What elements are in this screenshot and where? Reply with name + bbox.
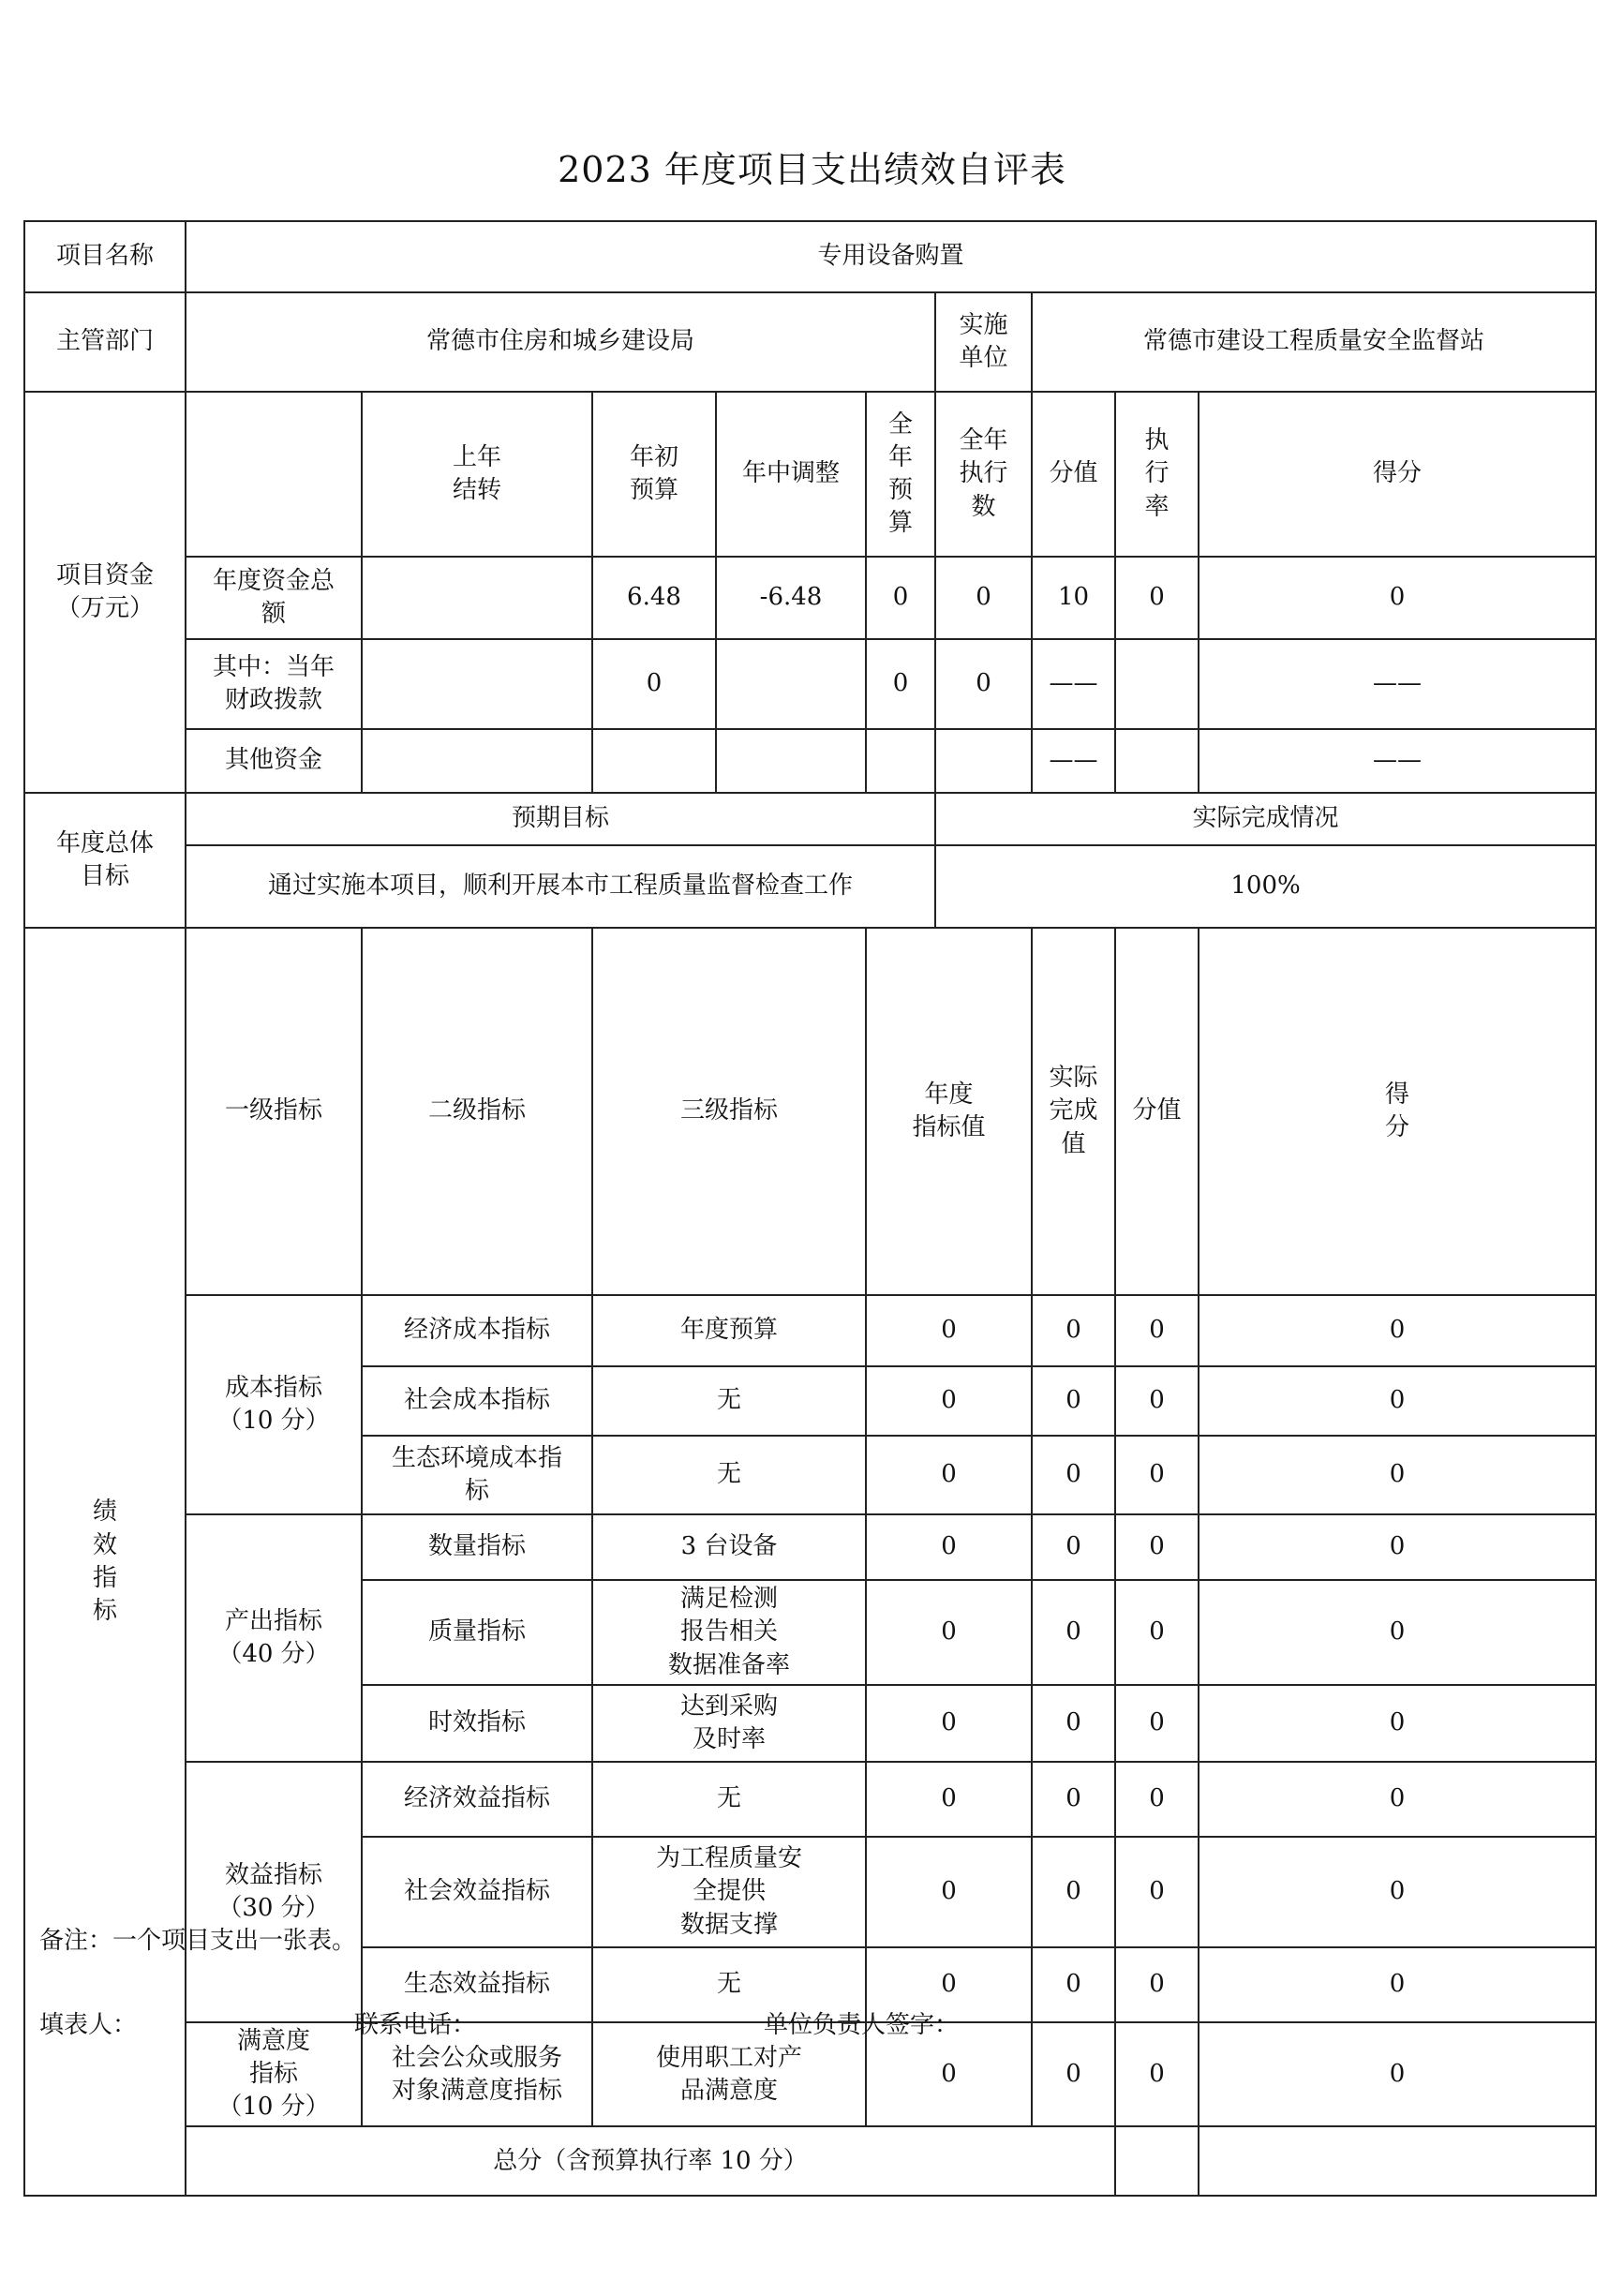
department-row — [24, 292, 1596, 392]
perf-score: 0 — [1199, 1436, 1596, 1514]
perf-score-value: 0 — [1115, 2022, 1199, 2126]
perf-header-annual-target: 年度 指标值 — [866, 928, 1032, 1295]
funds-row-label: 其中：当年 财政拨款 — [186, 639, 362, 729]
perf-level2: 生态环境成本指 标 — [362, 1436, 592, 1514]
perf-actual: 0 — [1032, 2022, 1115, 2126]
goals-actual-value: 100% — [935, 845, 1596, 928]
goals-expected-label: 预期目标 — [186, 793, 935, 845]
funds-header-row — [24, 392, 1596, 557]
funds-cell — [592, 729, 716, 793]
perf-actual: 0 — [1032, 1514, 1115, 1580]
implementing-unit-value: 常德市建设工程质量安全监督站 — [1032, 292, 1596, 392]
total-label: 总分（含预算执行率 10 分） — [186, 2126, 1115, 2196]
perf-level2: 社会公众或服务 对象满意度指标 — [362, 2022, 592, 2126]
perf-level3: 年度预算 — [592, 1295, 866, 1366]
perf-level2: 时效指标 — [362, 1685, 592, 1762]
funds-cell — [716, 729, 866, 793]
unit-head-signature-label: 单位负责人签字： — [764, 2011, 960, 2039]
perf-level3: 无 — [592, 1366, 866, 1436]
table-row — [24, 1762, 1596, 1837]
funds-cell: —— — [1032, 729, 1115, 793]
contact-phone-label: 联系电话： — [354, 2011, 477, 2039]
perf-actual: 0 — [1032, 1837, 1115, 1947]
project-name-row — [24, 221, 1596, 292]
perf-score-value: 0 — [1115, 1295, 1199, 1366]
perf-group-benefit: 效益指标 （30 分） — [186, 1762, 362, 2022]
perf-score-value: 0 — [1115, 1947, 1199, 2022]
funds-cell: -6.48 — [716, 557, 866, 639]
funds-row-other — [24, 729, 1596, 793]
funds-header-exec-rate: 执 行 率 — [1115, 392, 1199, 557]
perf-score-value: 0 — [1115, 1436, 1199, 1514]
perf-score: 0 — [1199, 1837, 1596, 1947]
perf-score: 0 — [1199, 1514, 1596, 1580]
funds-cell: —— — [1199, 639, 1596, 729]
perf-actual: 0 — [1032, 1580, 1115, 1685]
funds-cell: 0 — [935, 557, 1032, 639]
perf-level2: 数量指标 — [362, 1514, 592, 1580]
perf-target: 0 — [866, 2022, 1032, 2126]
perf-score: 0 — [1199, 1580, 1596, 1685]
funds-cell — [935, 729, 1032, 793]
funds-header-mid-adjust: 年中调整 — [716, 392, 866, 557]
perf-level3: 使用职工对产 品满意度 — [592, 2022, 866, 2126]
goals-value-row — [24, 845, 1596, 928]
funds-cell — [1115, 729, 1199, 793]
performance-header-row — [24, 928, 1596, 1295]
funds-header-score-value: 分值 — [1032, 392, 1115, 557]
perf-actual: 0 — [1032, 1947, 1115, 2022]
filler-label: 填表人： — [39, 2011, 138, 2039]
funds-cell: —— — [1199, 729, 1596, 793]
perf-actual: 0 — [1032, 1762, 1115, 1837]
perf-header-level2: 二级指标 — [362, 928, 592, 1295]
perf-target: 0 — [866, 1837, 1032, 1947]
perf-score: 0 — [1199, 1295, 1596, 1366]
funds-cell: 0 — [592, 639, 716, 729]
perf-score-value: 0 — [1115, 1580, 1199, 1685]
perf-header-level1: 一级指标 — [186, 928, 362, 1295]
funds-cell: 6.48 — [592, 557, 716, 639]
table-row — [24, 1295, 1596, 1366]
perf-target: 0 — [866, 1580, 1032, 1685]
perf-score-value: 0 — [1115, 1837, 1199, 1947]
department-value: 常德市住房和城乡建设局 — [186, 292, 935, 392]
perf-level2: 生态效益指标 — [362, 1947, 592, 2022]
implementing-unit-label: 实施 单位 — [935, 292, 1032, 392]
perf-target: 0 — [866, 1514, 1032, 1580]
perf-score: 0 — [1199, 1762, 1596, 1837]
funds-cell: 0 — [1199, 557, 1596, 639]
perf-level3: 无 — [592, 1436, 866, 1514]
perf-header-actual: 实际 完成 值 — [1032, 928, 1115, 1295]
perf-level2: 经济成本指标 — [362, 1295, 592, 1366]
funds-cell: 0 — [935, 639, 1032, 729]
perf-score-value: 0 — [1115, 1514, 1199, 1580]
funds-row-label: 其他资金 — [186, 729, 362, 793]
table-note: 备注：一个项目支出一张表。 — [39, 1927, 357, 1955]
funds-cell — [866, 729, 935, 793]
funds-label: 项目资金 （万元） — [24, 392, 186, 793]
perf-header-score-value: 分值 — [1115, 928, 1199, 1295]
goals-label: 年度总体 目标 — [24, 793, 186, 928]
funds-header-initial-budget: 年初 预算 — [592, 392, 716, 557]
funds-header-score: 得分 — [1199, 392, 1596, 557]
funds-header-prev-carry: 上年 结转 — [362, 392, 592, 557]
funds-cell — [362, 729, 592, 793]
funds-row-fiscal — [24, 639, 1596, 729]
perf-target: 0 — [866, 1685, 1032, 1762]
perf-score: 0 — [1199, 1947, 1596, 2022]
goals-actual-label: 实际完成情况 — [935, 793, 1596, 845]
perf-level3: 无 — [592, 1947, 866, 2022]
perf-actual: 0 — [1032, 1685, 1115, 1762]
funds-row-label: 年度资金总 额 — [186, 557, 362, 639]
funds-cell: 0 — [1115, 557, 1199, 639]
perf-level3: 无 — [592, 1762, 866, 1837]
perf-target: 0 — [866, 1436, 1032, 1514]
perf-actual: 0 — [1032, 1295, 1115, 1366]
total-row — [24, 2126, 1596, 2196]
funds-cell: —— — [1032, 639, 1115, 729]
perf-level2: 质量指标 — [362, 1580, 592, 1685]
perf-level2: 社会成本指标 — [362, 1366, 592, 1436]
table-row — [24, 1514, 1596, 1580]
page-title: 2023 年度项目支出绩效自评表 — [558, 149, 1066, 190]
funds-cell: 0 — [866, 639, 935, 729]
perf-score: 0 — [1199, 1685, 1596, 1762]
funds-header-blank — [186, 392, 362, 557]
perf-actual: 0 — [1032, 1366, 1115, 1436]
project-name-label: 项目名称 — [24, 221, 186, 292]
perf-level2: 社会效益指标 — [362, 1837, 592, 1947]
self-evaluation-table — [23, 220, 1597, 2197]
perf-level3: 满足检测 报告相关 数据准备率 — [592, 1580, 866, 1685]
funds-cell — [716, 639, 866, 729]
perf-actual: 0 — [1032, 1436, 1115, 1514]
funds-cell — [362, 557, 592, 639]
department-label: 主管部门 — [24, 292, 186, 392]
perf-group-satisfaction: 满意度 指标 （10 分） — [186, 2022, 362, 2126]
total-exec-rate — [1199, 2126, 1596, 2196]
perf-score: 0 — [1199, 1366, 1596, 1436]
perf-level2: 经济效益指标 — [362, 1762, 592, 1837]
funds-header-annual-exec: 全年 执行 数 — [935, 392, 1032, 557]
perf-level3: 3 台设备 — [592, 1514, 866, 1580]
perf-target: 0 — [866, 1762, 1032, 1837]
perf-score-value: 0 — [1115, 1685, 1199, 1762]
funds-cell — [1115, 639, 1199, 729]
perf-level3: 达到采购 及时率 — [592, 1685, 866, 1762]
perf-target: 0 — [866, 1366, 1032, 1436]
funds-cell — [362, 639, 592, 729]
perf-target: 0 — [866, 1947, 1032, 2022]
perf-score: 0 — [1199, 2022, 1596, 2126]
perf-header-level3: 三级指标 — [592, 928, 866, 1295]
goals-expected-value: 通过实施本项目，顺利开展本市工程质量监督检查工作 — [186, 845, 935, 928]
perf-score-value: 0 — [1115, 1762, 1199, 1837]
goals-header-row — [24, 793, 1596, 845]
total-score-value — [1115, 2126, 1199, 2196]
funds-row-total — [24, 557, 1596, 639]
performance-label: 绩 效 指 标 — [24, 928, 186, 2196]
funds-cell: 10 — [1032, 557, 1115, 639]
perf-score-value: 0 — [1115, 1366, 1199, 1436]
funds-header-annual-budget: 全 年 预 算 — [866, 392, 935, 557]
perf-group-cost: 成本指标 （10 分） — [186, 1295, 362, 1514]
project-name-value: 专用设备购置 — [186, 221, 1596, 292]
perf-group-output: 产出指标 （40 分） — [186, 1514, 362, 1762]
perf-level3: 为工程质量安 全提供 数据支撑 — [592, 1837, 866, 1947]
perf-target: 0 — [866, 1295, 1032, 1366]
funds-cell: 0 — [866, 557, 935, 639]
perf-header-score: 得 分 — [1199, 928, 1596, 1295]
